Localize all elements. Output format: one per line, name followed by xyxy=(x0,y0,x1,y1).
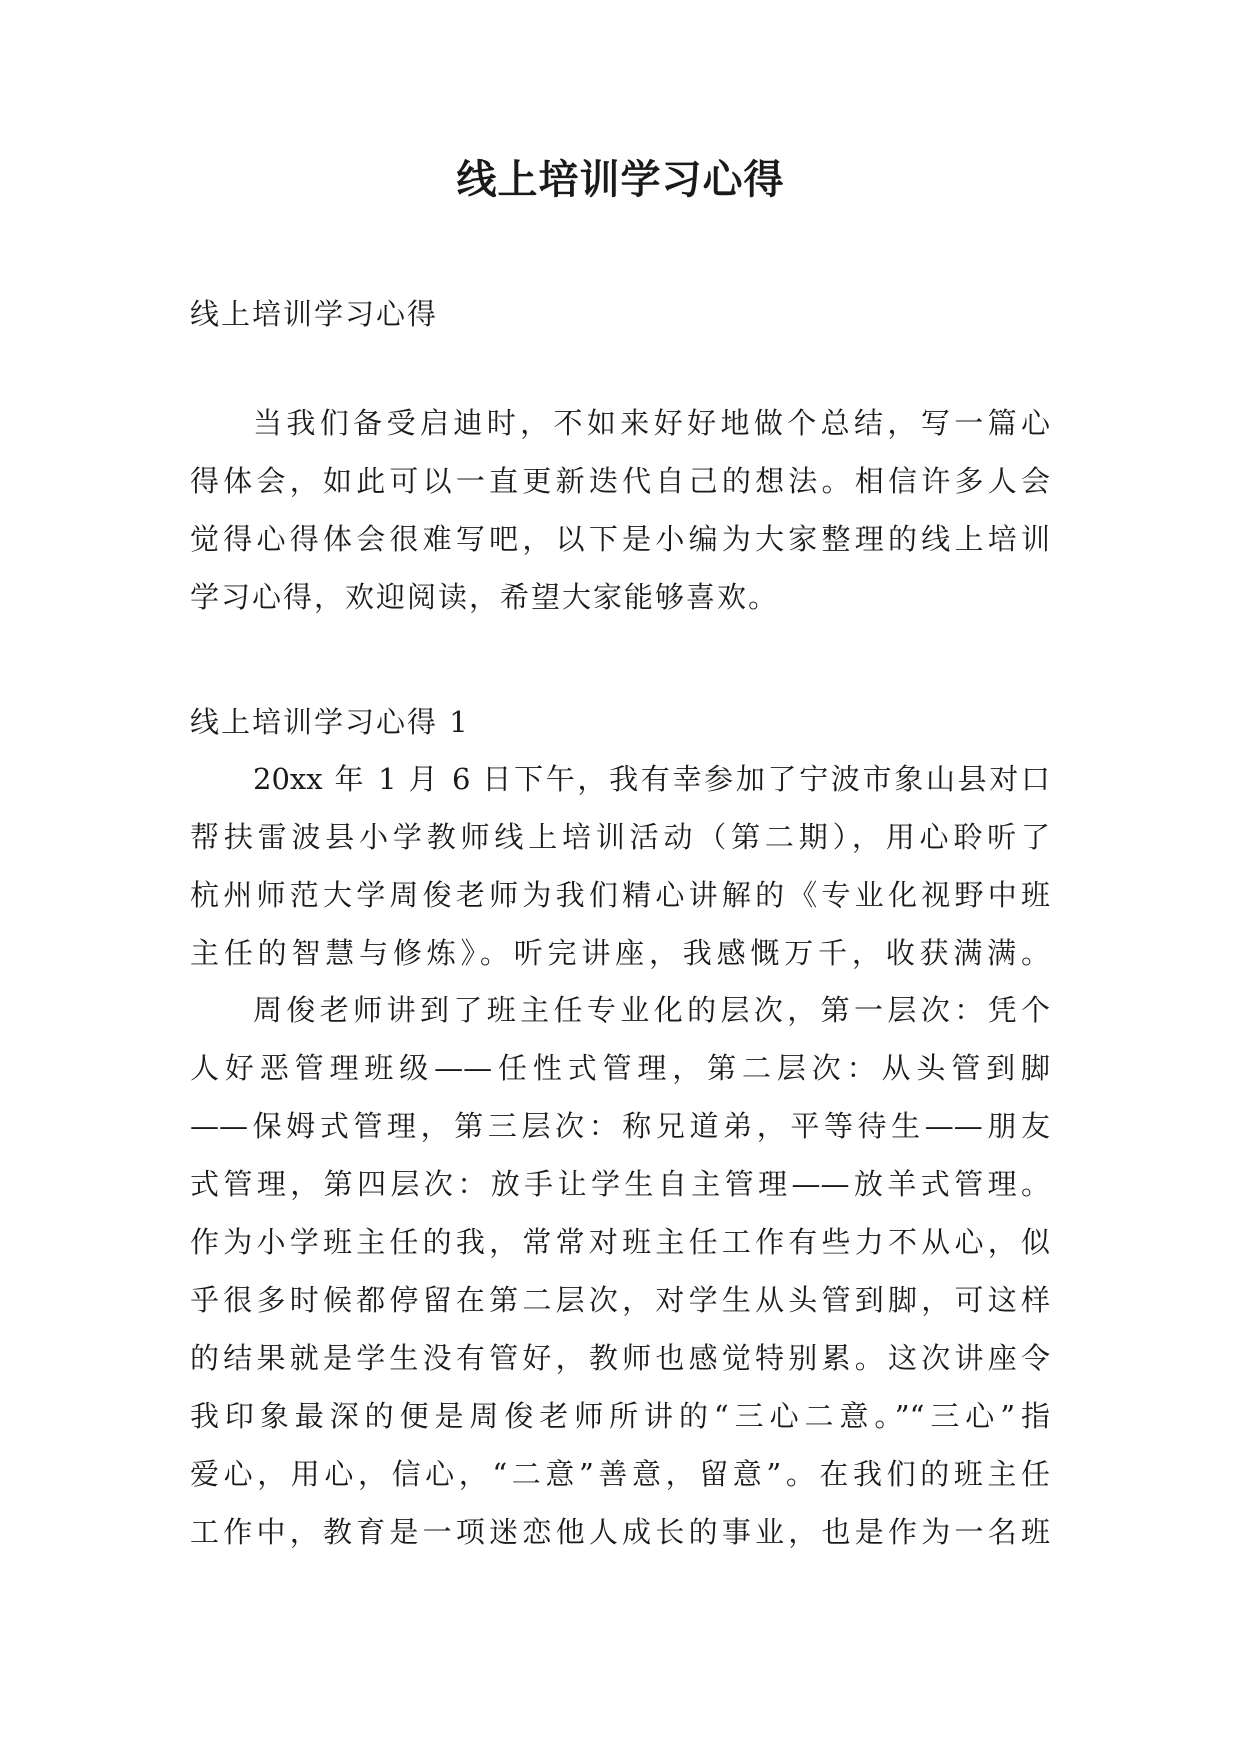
document-title: 线上培训学习心得 xyxy=(456,156,785,203)
paragraph-line: 工作中，教育是一项迷恋他人成长的事业，也是作为一名班 xyxy=(190,1515,1050,1549)
paragraph-line: 帮扶雷波县小学教师线上培训活动（第二期），用心聆听了 xyxy=(190,820,1050,854)
paragraph-line: 我印象最深的便是周俊老师所讲的“三心二意。”“三心”指 xyxy=(190,1399,1050,1433)
paragraph-line: 式管理，第四层次：放手让学生自主管理——放羊式管理。 xyxy=(190,1167,1050,1201)
paragraph-line: 的结果就是学生没有管好，教师也感觉特别累。这次讲座令 xyxy=(190,1341,1050,1375)
section-heading: 线上培训学习心得 1 xyxy=(190,705,470,739)
paragraph-line: 主任的智慧与修炼》。听完讲座，我感慨万千，收获满满。 xyxy=(190,936,1050,970)
intro-line: 当我们备受启迪时，不如来好好地做个总结，写一篇心 xyxy=(253,406,1050,440)
paragraph-line: ——保姆式管理，第三层次：称兄道弟，平等待生——朋友 xyxy=(190,1109,1050,1143)
paragraph-line: 爱心，用心，信心，“二意”善意，留意”。在我们的班主任 xyxy=(190,1457,1050,1491)
paragraph-line: 人好恶管理班级——任性式管理，第二层次：从头管到脚 xyxy=(190,1051,1050,1085)
paragraph-line: 作为小学班主任的我，常常对班主任工作有些力不从心，似 xyxy=(190,1225,1050,1259)
paragraph-line: 乎很多时候都停留在第二层次，对学生从头管到脚，可这样 xyxy=(190,1283,1050,1317)
intro-line: 觉得心得体会很难写吧，以下是小编为大家整理的线上培训 xyxy=(190,522,1050,556)
intro-line: 学习心得，欢迎阅读，希望大家能够喜欢。 xyxy=(190,580,780,614)
intro-line: 得体会，如此可以一直更新迭代自己的想法。相信许多人会 xyxy=(190,464,1050,498)
paragraph-line: 杭州师范大学周俊老师为我们精心讲解的《专业化视野中班 xyxy=(190,878,1050,912)
paragraph-line: 周俊老师讲到了班主任专业化的层次，第一层次：凭个 xyxy=(253,993,1050,1027)
paragraph-line: 20xx 年 1 月 6 日下午，我有幸参加了宁波市象山县对口 xyxy=(253,762,1050,796)
document-subtitle: 线上培训学习心得 xyxy=(190,297,439,331)
